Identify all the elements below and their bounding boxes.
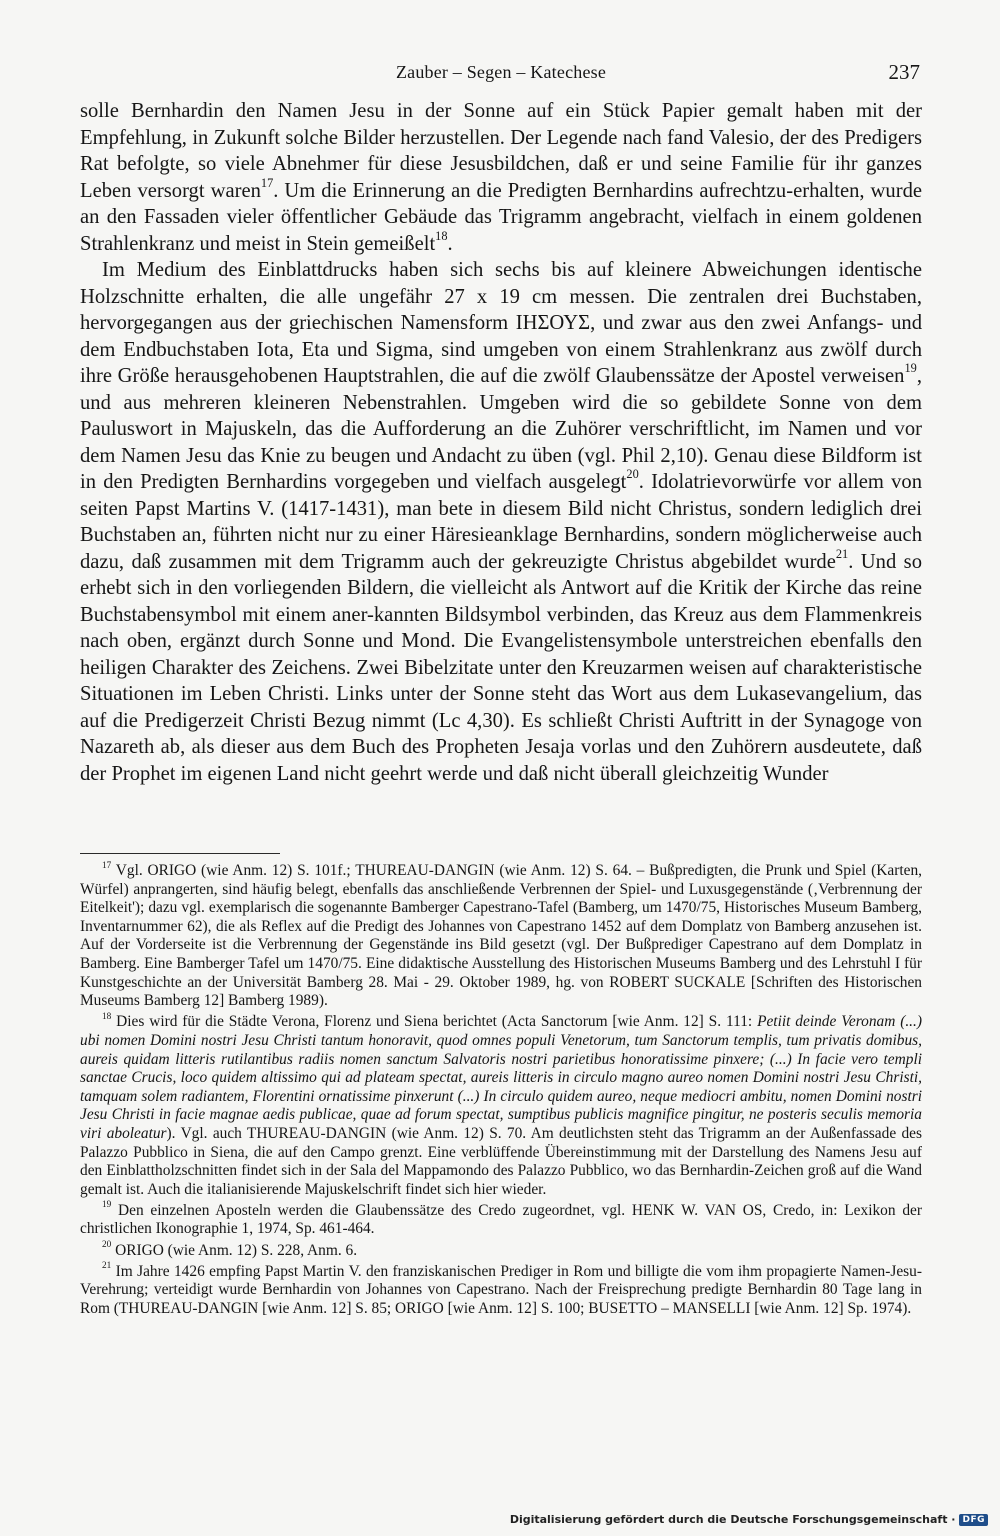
footnote-19 xyxy=(80,1199,922,1239)
paragraph-2-text-d: . Und so erhebt sich in den vorliegenden Bildern, die vielleicht als Antwort auf die Kritik der Kirche das reine Buchstabensymbol mit einem aner-kannten Bildsymbol verbinden, das Kreuz aus dem Flammenkreis nach oben, ergänzt durch Sonne und Mond. Die Evangelistensymbole unterstreichen ebenfalls den heiligen Charakter des Zeichens. Zwei Bibelzitate unter den Kreuzarmen weisen auf charakteristische Situationen im Leben Christi. Links unter der Sonne steht das Wort aus dem Lukasevangelium, das auf die Predigerzeit Christi Bezug nimmt (Lc 4,30). Es schließt Christi Auftritt in der Synagoge von Nazareth ab, als dieser aus dem Buch des Propheten Jesaja vorlas und den Zuhörern ausdeutete, daß der Prophet im eigenen Land nicht geehrt werde und daß nicht überall gleichzeitig Wunder xyxy=(80,550,922,785)
latin-quotation: Petiit deinde Veronam (...) ubi nomen Domini nostri Jesu Christi tantum honoravit, quod omnes populi Venetorum, tum Sanctorum templis, tum privatis domibus, aureis quidam litteris rutilantibus radiis nomen sanctum Salvatoris nostri parietibus honoratissime pinxere; (...) In facie vero templi sanctae Crucis, loco quidem altissimo qui ad plateam spectat, aureis litteris in circulo magno aureo nomen Domini nostri Jesu Christi, tamquam solem radiantem, Florentini ornatissime pinxerunt (...) In circulo quidem aureo, neque mediocri ambitu, nomen Domini nostri Jesu Christi in facie magnae aedis publicae, quae ad forum spectat, sumptibus publicis magnifice pingitur, ne posteris seculis memoria viri aboleatur xyxy=(80,1013,923,1142)
footnote-18 xyxy=(80,1010,923,1199)
running-title: Zauber – Segen – Katechese xyxy=(395,62,607,82)
footnote-number: 20 xyxy=(102,1239,112,1250)
footnote-separator xyxy=(80,853,280,854)
paragraph-1 xyxy=(80,98,922,257)
paragraph-2-text-a: Im Medium des Einblattdrucks haben sich sechs bis auf kleinere Abweichungen identische Holzschnitte erhalten, die alle ungefähr 27 x 19 cm messen. Die zentralen drei Buchstaben, hervorgegangen aus der griechischen Namensform ΙΗΣΟΥΣ, und zwar aus den zwei Anfangs- und dem Endbuchstaben Iota, Eta und Sigma, sind umgeben von einem Strahlenkranz aus zwölf durch ihre Größe herausgehobenen Hauptstrahlen, die auf die zwölf Glaubenssätze der Apostel verweisen xyxy=(80,259,922,387)
footnote-number: 18 xyxy=(102,1010,112,1021)
paragraph-1-text-c: . xyxy=(447,232,453,255)
footnote-text: Den einzelnen Aposteln werden die Glaubenssätze des Credo zugeordnet, vgl. HENK W. VAN OS, Credo, in: Lexikon der christlichen Ikonographie 1, 1974, Sp. 461-464. xyxy=(80,1201,922,1238)
footnote-text: Vgl. ORIGO (wie Anm. 12) S. 101f.; THUREAU-DANGIN (wie Anm. 12) S. 64. – Bußpredigten, die Prunk und Spiel (Karten, Würfel) anprangerten, sind häufig belegt, ebenfalls das anschließende Verbrennen der Spiel- und Luxusgegenstände (‚Verbrennung der Eitelkeit'); dazu vgl. exemplarisch die sogenannte Bamberger Capestrano-Tafel (Bamberg, um 1470/75, Historisches Museum Bamberg, Inventarnummer 62), die als Reflex auf die Predigt des Johannes von Capestrano 1452 auf dem Domplatz von Bamberg anzusehen ist. Auf der Vorderseite ist die Verbrennung der Gegenstände ins Bild gesetzt (vgl. Der Bußprediger Capestrano auf dem Domplatz in Bamberg. Eine Bamberger Tafel um 1470/75. Eine didaktische Ausstellung des Historischen Museums Bamberg und des Lehrstuhl I für Kunstgeschichte an der Universität Bamberg 28. Mai - 29. Oktober 1989, hg. von ROBERT SUCKALE [Schriften des Historischen Museums Bamberg 12] Bamberg 1989). xyxy=(80,862,922,1010)
page-number: 237 xyxy=(888,60,920,84)
footnote-21 xyxy=(80,1260,922,1319)
dfg-logo-icon: DFG xyxy=(959,1514,988,1526)
footnote-ref-17: 17 xyxy=(260,175,274,190)
paragraph-2 xyxy=(80,257,922,787)
footnote-ref-21: 21 xyxy=(835,546,849,561)
footnote-ref-20: 20 xyxy=(626,467,639,482)
footnotes xyxy=(80,859,923,1321)
footnote-text: ). Vgl. auch THUREAU-DANGIN (wie Anm. 12) S. 70. Am deutlichsten steht das Trigramm an der Außenfassade des Palazzo Pubblico in Siena, die auf den Campo grenzt. Eine verblüffende Übereinstimmung mit der Darstellung des Namens Jesu auf den Einblattholzschnitten findet sich in der Sala del Mappamondo des Palazzo Pubblico, wo das Bernhardin-Zeichen groß auf die Wand gemalt ist. Auch die italianisierende Majuskelschrift findet sich hier wieder. xyxy=(80,1124,922,1198)
footnote-number: 21 xyxy=(102,1260,112,1271)
page-header xyxy=(80,62,922,88)
footnote-17 xyxy=(80,859,922,1011)
footnote-number: 17 xyxy=(102,859,112,870)
paragraph-1-text-a: solle Bernhardin den Namen Jesu in der Sonne auf ein Stück Papier gemalt haben mit der Empfehlung, in Zukunft solche Bilder herzustellen. Der Legende nach fand Valesio, der des Predigers Rat befolgte, so viele Abnehmer für diese Jesusbildchen, daß er und seine Familie für ihr ganzes Leben versorgt waren xyxy=(80,100,922,202)
footnote-ref-18: 18 xyxy=(435,228,448,243)
digitization-footer xyxy=(510,1513,988,1526)
paragraph-1-text-b: . Um die Erinnerung an die Predigten Bernhardins aufrechtzu-erhalten, wurde an den Fassaden vieler öffentlicher Gebäude das Trigramm angebracht, vielfach in einem goldenen Strahlenkranz und meist in Stein gemeißelt xyxy=(80,179,923,255)
paragraph-2-text-c: . Idolatrievorwürfe vor allem von seiten Papst Martins V. (1417-1431), man bete in diesem Bild nicht Christus, sondern lediglich drei Buchstaben an, führten nicht nur zu einer Häresieanklage Bernhardins, sondern möglicherweise auch dazu, daß zusammen mit dem Trigramm auch der gekreuzigte Christus abgebildet wurde xyxy=(80,471,923,573)
footnote-20 xyxy=(80,1239,922,1261)
paragraph-2-text-b: , und aus mehreren kleineren Nebenstrahlen. Umgeben wird die so gebildete Sonne von dem Pauluswort in Majuskeln, das die Aufforderung an die Zuhörer verschriftlicht, im Namen und vor dem Namen Jesu das Knie zu beugen und Andacht zu üben (vgl. Phil 2,10). Genau diese Bildform ist in den Predigten Bernhardins vorgegeben und vielfach ausgelegt xyxy=(80,365,922,493)
footnote-text: ORIGO (wie Anm. 12) S. 228, Anm. 6. xyxy=(111,1241,358,1259)
footnote-text: Dies wird für die Städte Verona, Florenz und Siena berichtet (Acta Sanctorum [wie Anm. 12] S. 111: xyxy=(111,1013,758,1031)
footnote-number: 19 xyxy=(102,1199,112,1210)
footnote-text: Im Jahre 1426 empfing Papst Martin V. den franziskanischen Prediger in Rom und billigte die vom ihm propagierte Namen-Jesu-Verehrung; verteidigt wurde Bernhardin von Johannes von Capestrano. Nach der Freisprechung predigte Bernhardin 80 Tage lang in Rom (THUREAU-DANGIN [wie Anm. 12] S. 85; ORIGO [wie Anm. 12] S. 100; BUSETTO – MANSELLI [wie Anm. 12] Sp. 1974). xyxy=(80,1262,922,1318)
main-text xyxy=(80,98,922,787)
footnote-ref-19: 19 xyxy=(904,361,917,376)
funding-credit: Digitalisierung gefördert durch die Deutsche Forschungsgemeinschaft · xyxy=(509,1513,956,1526)
